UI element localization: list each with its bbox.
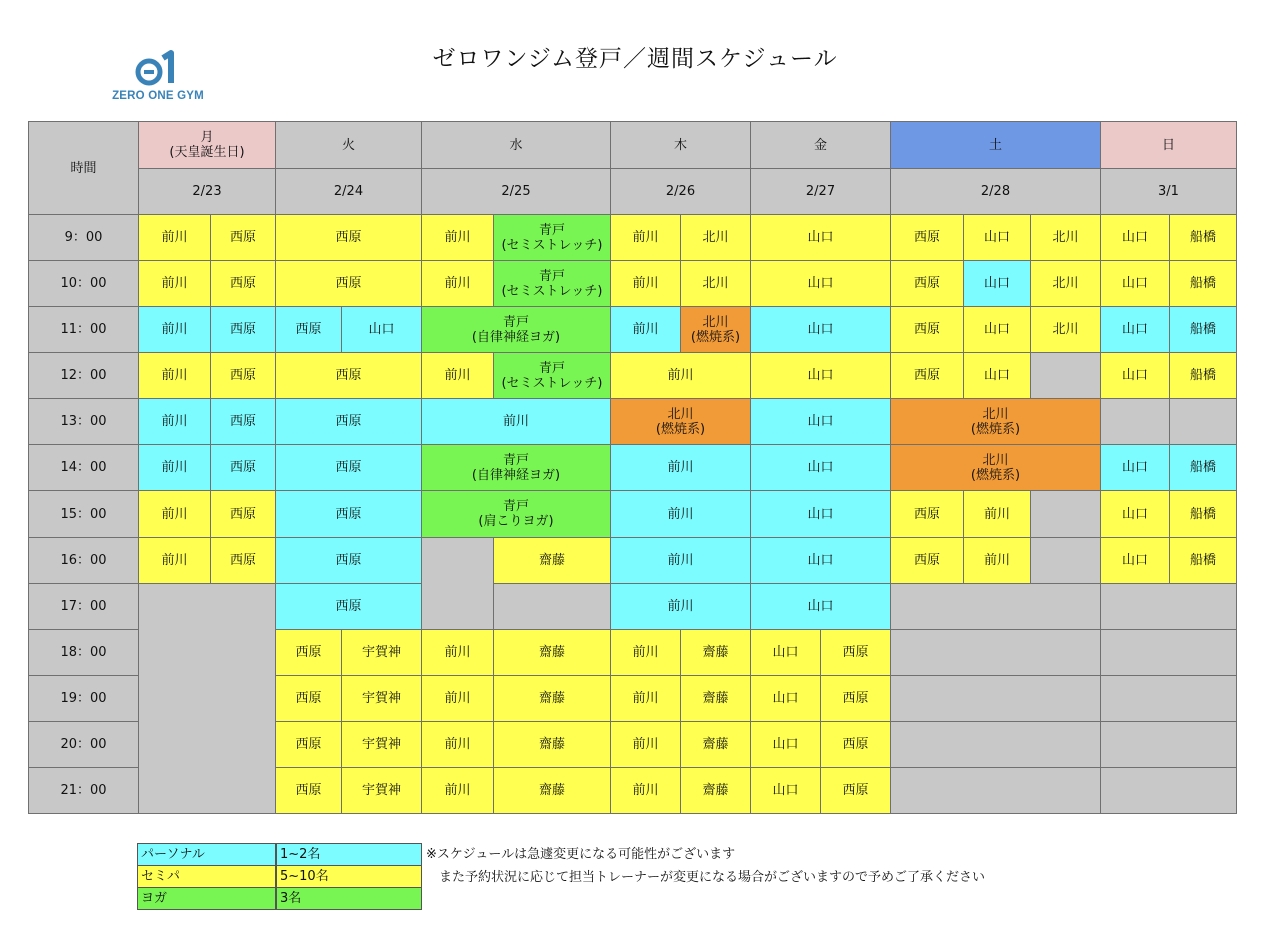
empty-slot [1030, 352, 1101, 399]
time-label: 14：00 [28, 444, 139, 491]
class-slot: 山口 [1100, 537, 1170, 584]
empty-slot [1030, 537, 1101, 584]
day-header: 木 [610, 121, 751, 169]
class-slot: 西原 [890, 214, 964, 261]
class-slot: 山口 [750, 629, 821, 676]
class-slot: 西原 [210, 398, 276, 445]
empty-slot [1100, 583, 1237, 630]
class-slot: 前川 [138, 398, 211, 445]
class-slot: 山口 [750, 675, 821, 722]
class-slot: 前川 [610, 675, 681, 722]
class-slot: 北川 [1030, 214, 1101, 261]
class-slot: 前川 [421, 398, 611, 445]
class-slot: 西原 [820, 629, 891, 676]
class-slot: 前川 [138, 214, 211, 261]
brand-logo [100, 48, 220, 110]
legend-class-type: セミパ [137, 865, 276, 888]
class-slot: 青戸 (セミストレッチ) [493, 260, 611, 307]
class-slot: 西原 [210, 352, 276, 399]
page-title: ゼロワンジム登戸／週間スケジュール [432, 46, 838, 72]
class-slot: 船橋 [1169, 260, 1237, 307]
class-slot: 齋藤 [680, 629, 751, 676]
class-slot: 宇賀神 [341, 629, 422, 676]
class-slot: 齋藤 [680, 675, 751, 722]
class-slot: 西原 [275, 490, 422, 537]
empty-slot [1100, 767, 1237, 814]
class-slot: 西原 [210, 537, 276, 584]
date-header: 2/25 [421, 168, 611, 215]
class-slot: 西原 [275, 583, 422, 630]
class-slot: 前川 [963, 537, 1031, 584]
class-slot: 青戸 (セミストレッチ) [493, 214, 611, 261]
class-slot: 西原 [275, 721, 342, 768]
class-slot: 山口 [963, 352, 1031, 399]
class-slot: 西原 [275, 537, 422, 584]
class-slot: 宇賀神 [341, 721, 422, 768]
day-header: 日 [1100, 121, 1237, 169]
class-slot: 西原 [890, 260, 964, 307]
class-slot: 北川 (燃焼系) [890, 398, 1101, 445]
class-slot: 北川 [1030, 306, 1101, 353]
class-slot: 前川 [421, 629, 494, 676]
class-slot: 齋藤 [493, 675, 611, 722]
class-slot: 齋藤 [493, 629, 611, 676]
time-label: 20：00 [28, 721, 139, 768]
class-slot: 宇賀神 [341, 767, 422, 814]
class-slot: 西原 [210, 444, 276, 491]
class-slot: 西原 [275, 767, 342, 814]
class-slot: 前川 [138, 260, 211, 307]
day-header: 土 [890, 121, 1101, 169]
class-slot: 西原 [890, 352, 964, 399]
legend-capacity: 3名 [276, 887, 422, 910]
class-slot: 青戸 (自律神経ヨガ) [421, 306, 611, 353]
class-slot: 前川 [421, 352, 494, 399]
day-header: 月 (天皇誕生日) [138, 121, 276, 169]
class-slot: 船橋 [1169, 352, 1237, 399]
class-slot: 青戸 (肩こりヨガ) [421, 490, 611, 537]
class-slot: 山口 [750, 767, 821, 814]
class-slot: 山口 [750, 537, 891, 584]
class-slot: 北川 [680, 214, 751, 261]
class-slot: 船橋 [1169, 490, 1237, 537]
time-label: 15：00 [28, 490, 139, 537]
class-slot: 山口 [963, 306, 1031, 353]
class-slot: 山口 [750, 306, 891, 353]
class-slot: 北川 (燃焼系) [680, 306, 751, 353]
note-line-1: ※スケジュールは急遽変更になる可能性がございます [426, 847, 736, 862]
class-slot: 前川 [138, 490, 211, 537]
time-label: 21：00 [28, 767, 139, 814]
class-slot: 山口 [750, 721, 821, 768]
legend-row [137, 865, 422, 888]
class-slot: 山口 [1100, 490, 1170, 537]
class-slot: 西原 [890, 306, 964, 353]
class-slot: 西原 [275, 629, 342, 676]
class-slot: 前川 [610, 352, 751, 399]
class-slot: 西原 [275, 398, 422, 445]
class-slot: 西原 [210, 214, 276, 261]
class-slot: 北川 (燃焼系) [610, 398, 751, 445]
class-slot: 西原 [820, 675, 891, 722]
date-header: 2/27 [750, 168, 891, 215]
class-slot: 西原 [890, 537, 964, 584]
empty-slot [1169, 398, 1237, 445]
class-slot: 山口 [1100, 352, 1170, 399]
class-slot: 前川 [610, 490, 751, 537]
empty-slot [890, 629, 1101, 676]
class-slot: 山口 [750, 444, 891, 491]
class-slot: 山口 [750, 352, 891, 399]
legend-capacity: 1~2名 [276, 843, 422, 866]
legend-class-type: ヨガ [137, 887, 276, 910]
class-slot: 山口 [750, 490, 891, 537]
class-slot: 西原 [210, 260, 276, 307]
class-slot: 西原 [275, 214, 422, 261]
class-slot: 齋藤 [680, 721, 751, 768]
class-slot: 青戸 (自律神経ヨガ) [421, 444, 611, 491]
class-slot: 齋藤 [680, 767, 751, 814]
class-slot: 前川 [138, 444, 211, 491]
time-label: 10：00 [28, 260, 139, 307]
class-slot: 前川 [138, 352, 211, 399]
class-slot: 齋藤 [493, 767, 611, 814]
class-slot: 前川 [421, 721, 494, 768]
class-slot: 前川 [610, 444, 751, 491]
class-slot: 前川 [421, 214, 494, 261]
class-slot: 前川 [610, 721, 681, 768]
time-label: 17：00 [28, 583, 139, 630]
class-slot: 船橋 [1169, 214, 1237, 261]
legend-row [137, 843, 422, 866]
class-slot: 前川 [421, 767, 494, 814]
class-slot: 船橋 [1169, 537, 1237, 584]
class-slot: 前川 [610, 629, 681, 676]
class-slot: 前川 [138, 306, 211, 353]
time-label: 16：00 [28, 537, 139, 584]
class-slot: 西原 [210, 306, 276, 353]
class-slot: 宇賀神 [341, 675, 422, 722]
class-slot: 山口 [1100, 260, 1170, 307]
class-slot: 西原 [275, 352, 422, 399]
empty-slot [890, 767, 1101, 814]
note-line-2: また予約状況に応じて担当トレーナーが変更になる場合がございますので予めご了承ください [426, 870, 986, 885]
class-slot: 前川 [421, 675, 494, 722]
class-slot: 北川 [680, 260, 751, 307]
class-slot: 前川 [610, 537, 751, 584]
class-slot: 船橋 [1169, 306, 1237, 353]
class-slot: 西原 [820, 767, 891, 814]
date-header: 2/26 [610, 168, 751, 215]
date-header: 2/23 [138, 168, 276, 215]
class-slot: 西原 [890, 490, 964, 537]
empty-slot [1030, 490, 1101, 537]
class-slot: 山口 [750, 583, 891, 630]
class-slot: 北川 (燃焼系) [890, 444, 1101, 491]
class-slot: 山口 [1100, 306, 1170, 353]
class-slot: 船橋 [1169, 444, 1237, 491]
class-slot: 前川 [963, 490, 1031, 537]
class-slot: 青戸 (セミストレッチ) [493, 352, 611, 399]
time-label: 13：00 [28, 398, 139, 445]
class-slot: 北川 [1030, 260, 1101, 307]
class-slot: 前川 [610, 583, 751, 630]
empty-slot [890, 583, 1101, 630]
time-label: 12：00 [28, 352, 139, 399]
date-header: 2/28 [890, 168, 1101, 215]
class-slot: 山口 [963, 214, 1031, 261]
class-slot: 山口 [963, 260, 1031, 307]
time-label: 19：00 [28, 675, 139, 722]
empty-slot [138, 583, 276, 814]
class-slot: 西原 [275, 260, 422, 307]
class-slot: 前川 [138, 537, 211, 584]
class-slot: 西原 [275, 444, 422, 491]
class-slot: 前川 [610, 260, 681, 307]
weekly-schedule-table [28, 121, 1236, 813]
empty-slot [890, 675, 1101, 722]
class-slot: 山口 [750, 260, 891, 307]
empty-slot [890, 721, 1101, 768]
empty-slot [493, 583, 611, 630]
class-slot: 前川 [421, 260, 494, 307]
class-slot: 西原 [275, 675, 342, 722]
class-slot: 前川 [610, 214, 681, 261]
legend-row [137, 887, 422, 910]
time-label: 18：00 [28, 629, 139, 676]
class-slot: 西原 [820, 721, 891, 768]
day-header: 水 [421, 121, 611, 169]
class-slot: 齋藤 [493, 721, 611, 768]
empty-slot [1100, 398, 1170, 445]
class-slot: 山口 [750, 214, 891, 261]
class-slot: 山口 [1100, 214, 1170, 261]
class-slot: 山口 [750, 398, 891, 445]
class-slot: 山口 [341, 306, 422, 353]
time-label: 9：00 [28, 214, 139, 261]
day-header: 金 [750, 121, 891, 169]
legend-class-type: パーソナル [137, 843, 276, 866]
class-slot: 前川 [610, 306, 681, 353]
zero-one-logo-icon [135, 50, 181, 90]
legend-capacity: 5~10名 [276, 865, 422, 888]
day-header: 火 [275, 121, 422, 169]
class-slot: 前川 [610, 767, 681, 814]
empty-slot [421, 537, 494, 630]
brand-name: ZERO ONE GYM [112, 90, 204, 102]
empty-slot [1100, 721, 1237, 768]
class-slot: 西原 [210, 490, 276, 537]
empty-slot [1100, 629, 1237, 676]
class-slot: 齋藤 [493, 537, 611, 584]
date-header: 3/1 [1100, 168, 1237, 215]
date-header: 2/24 [275, 168, 422, 215]
time-label: 11：00 [28, 306, 139, 353]
empty-slot [1100, 675, 1237, 722]
class-slot: 西原 [275, 306, 342, 353]
time-column-header: 時間 [28, 121, 139, 215]
class-slot: 山口 [1100, 444, 1170, 491]
